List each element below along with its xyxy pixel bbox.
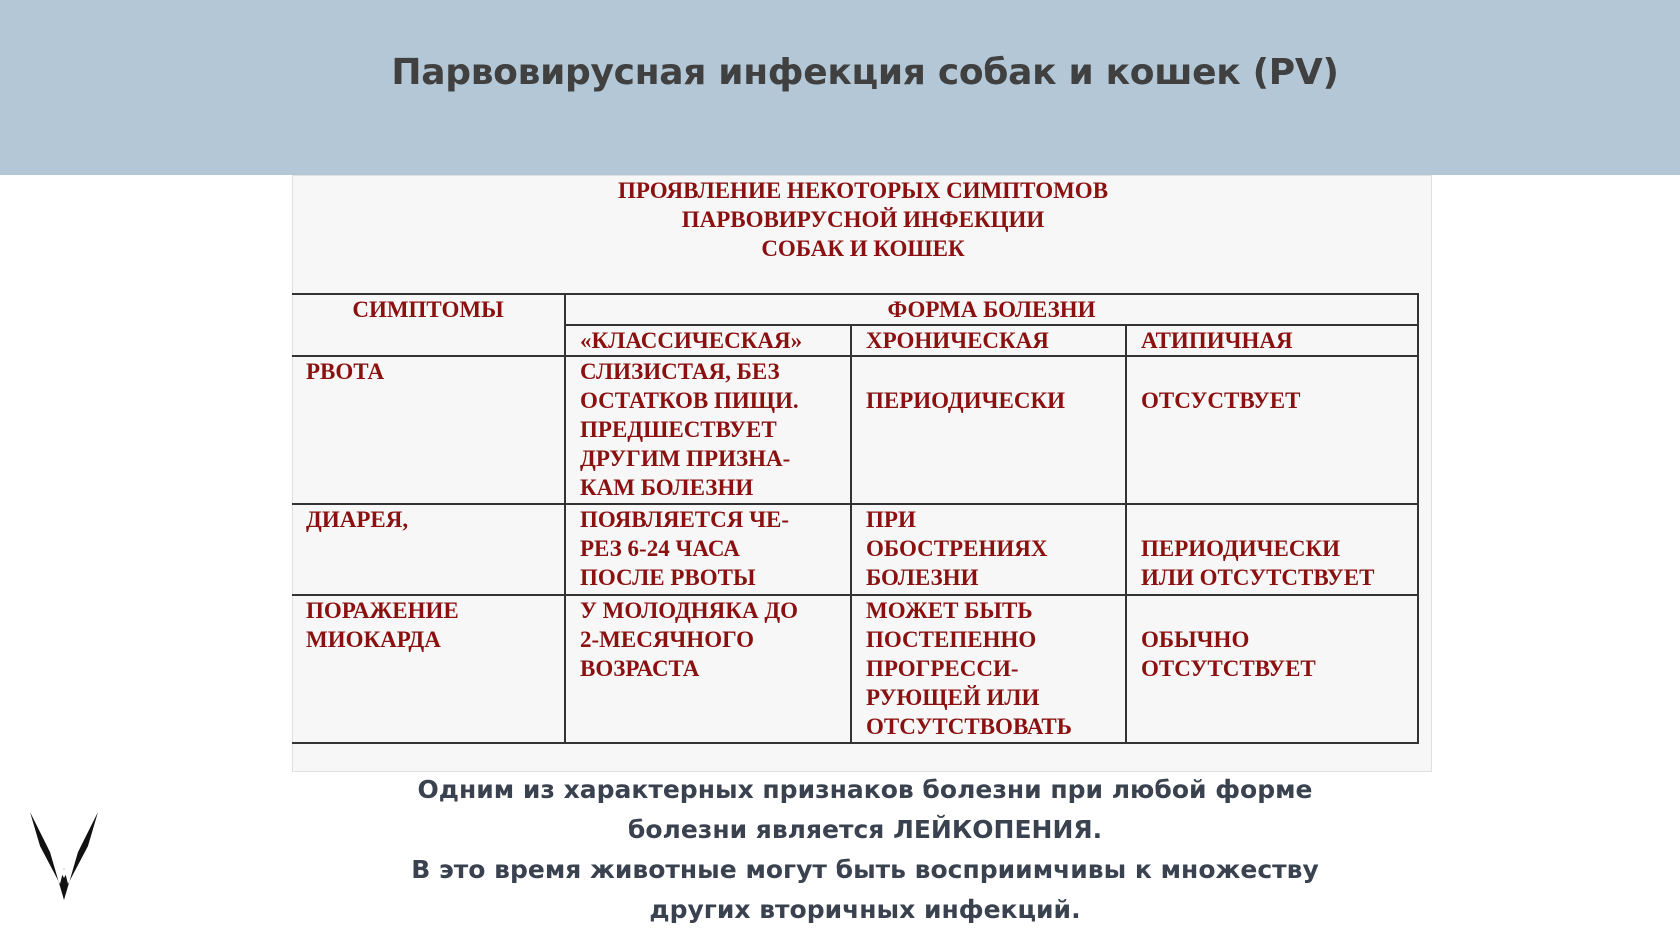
symptom-cell <box>292 504 565 595</box>
table-row <box>292 595 1418 743</box>
cell-line: 2-МЕСЯЧНОГО <box>580 627 755 652</box>
table-header-row <box>292 294 1418 325</box>
cell-line: ОТСУТСТВОВАТЬ <box>866 714 1072 739</box>
chronic-cell <box>851 504 1126 595</box>
symptoms-header: СИМПТОМЫ <box>352 297 504 322</box>
form-header: ФОРМА БОЛЕЗНИ <box>887 297 1096 322</box>
table-heading <box>293 176 1433 286</box>
cell-line: МОЖЕТ БЫТЬ <box>866 598 1033 623</box>
symptoms-header-cell <box>292 294 565 356</box>
table-row <box>292 504 1418 595</box>
cell-line: РУЮЩЕЙ ИЛИ <box>866 685 1040 710</box>
symptom-cell <box>292 356 565 504</box>
cell-line: ОТСУСТВУЕТ <box>1141 388 1301 413</box>
cell-line: РВОТА <box>306 359 385 384</box>
cell-line: ИЛИ ОТСУТСТВУЕТ <box>1141 565 1375 590</box>
cell-line: БОЛЕЗНИ <box>866 565 979 590</box>
footer-line: Одним из характерных признаков болезни при любой форме <box>417 775 1313 804</box>
footer-line: болезни является ЛЕЙКОПЕНИЯ. <box>627 815 1103 844</box>
table-row <box>292 356 1418 504</box>
cell-line: ОТСУТСТВУЕТ <box>1141 656 1316 681</box>
cell-line: ПЕРИОДИЧЕСКИ <box>1141 536 1341 561</box>
table-heading-line: ПРОЯВЛЕНИЕ НЕКОТОРЫХ СИМПТОМОВ <box>617 178 1109 203</box>
cell-line: РЕЗ 6-24 ЧАСА <box>580 536 740 561</box>
symptoms-table <box>292 293 1419 744</box>
form-header-cell <box>565 294 1418 325</box>
cell-line: ВОЗРАСТА <box>580 656 700 681</box>
cell-line: ОБЫЧНО <box>1141 627 1250 652</box>
cell-line: ОБОСТРЕНИЯХ <box>866 536 1048 561</box>
chronic-cell <box>851 595 1126 743</box>
footer-line: других вторичных инфекций. <box>649 895 1081 924</box>
cell-line: ПРОГРЕССИ- <box>866 656 1019 681</box>
form-classic-header: «КЛАССИЧЕСКАЯ» <box>565 325 851 356</box>
cell-line: СЛИЗИСТАЯ, БЕЗ <box>580 359 780 384</box>
cell-line: МИОКАРДА <box>306 627 441 652</box>
footer-text <box>0 770 1680 930</box>
symptom-cell <box>292 595 565 743</box>
classic-cell <box>565 356 851 504</box>
classic-cell <box>565 504 851 595</box>
atypical-cell <box>1126 356 1418 504</box>
cell-line: ПОРАЖЕНИЕ <box>306 598 459 623</box>
table-heading-line: ПАРВОВИРУСНОЙ ИНФЕКЦИИ <box>681 207 1045 232</box>
chronic-cell <box>851 356 1126 504</box>
cell-line: ПРИ <box>866 507 916 532</box>
classic-cell <box>565 595 851 743</box>
atypical-cell <box>1126 595 1418 743</box>
cell-line: У МОЛОДНЯКА ДО <box>580 598 799 623</box>
slide-title: Парвовирусная инфекция собак и кошек (PV) <box>391 52 1339 93</box>
cell-line: ПРЕДШЕСТВУЕТ <box>580 417 777 442</box>
form-atypical-header: АТИПИЧНАЯ <box>1126 325 1418 356</box>
atypical-cell <box>1126 504 1418 595</box>
cell-line: ДРУГИМ ПРИЗНА- <box>580 446 791 471</box>
cell-line: КАМ БОЛЕЗНИ <box>580 475 754 500</box>
cell-line: ПОЯВЛЯЕТСЯ ЧЕ- <box>580 507 789 532</box>
cell-line: ПЕРИОДИЧЕСКИ <box>866 388 1066 413</box>
footer-line: В это время животные могут быть восприимчивы к множеству <box>411 855 1319 884</box>
cell-line: ОСТАТКОВ ПИЩИ. <box>580 388 799 413</box>
cell-line: ПОСЛЕ РВОТЫ <box>580 565 756 590</box>
v-shape-logo-icon <box>28 808 100 904</box>
cell-line: ДИАРЕЯ, <box>306 507 409 532</box>
table-heading-line: СОБАК И КОШЕК <box>761 236 965 261</box>
cell-line: ПОСТЕПЕННО <box>866 627 1037 652</box>
form-chronic-header: ХРОНИЧЕСКАЯ <box>851 325 1126 356</box>
